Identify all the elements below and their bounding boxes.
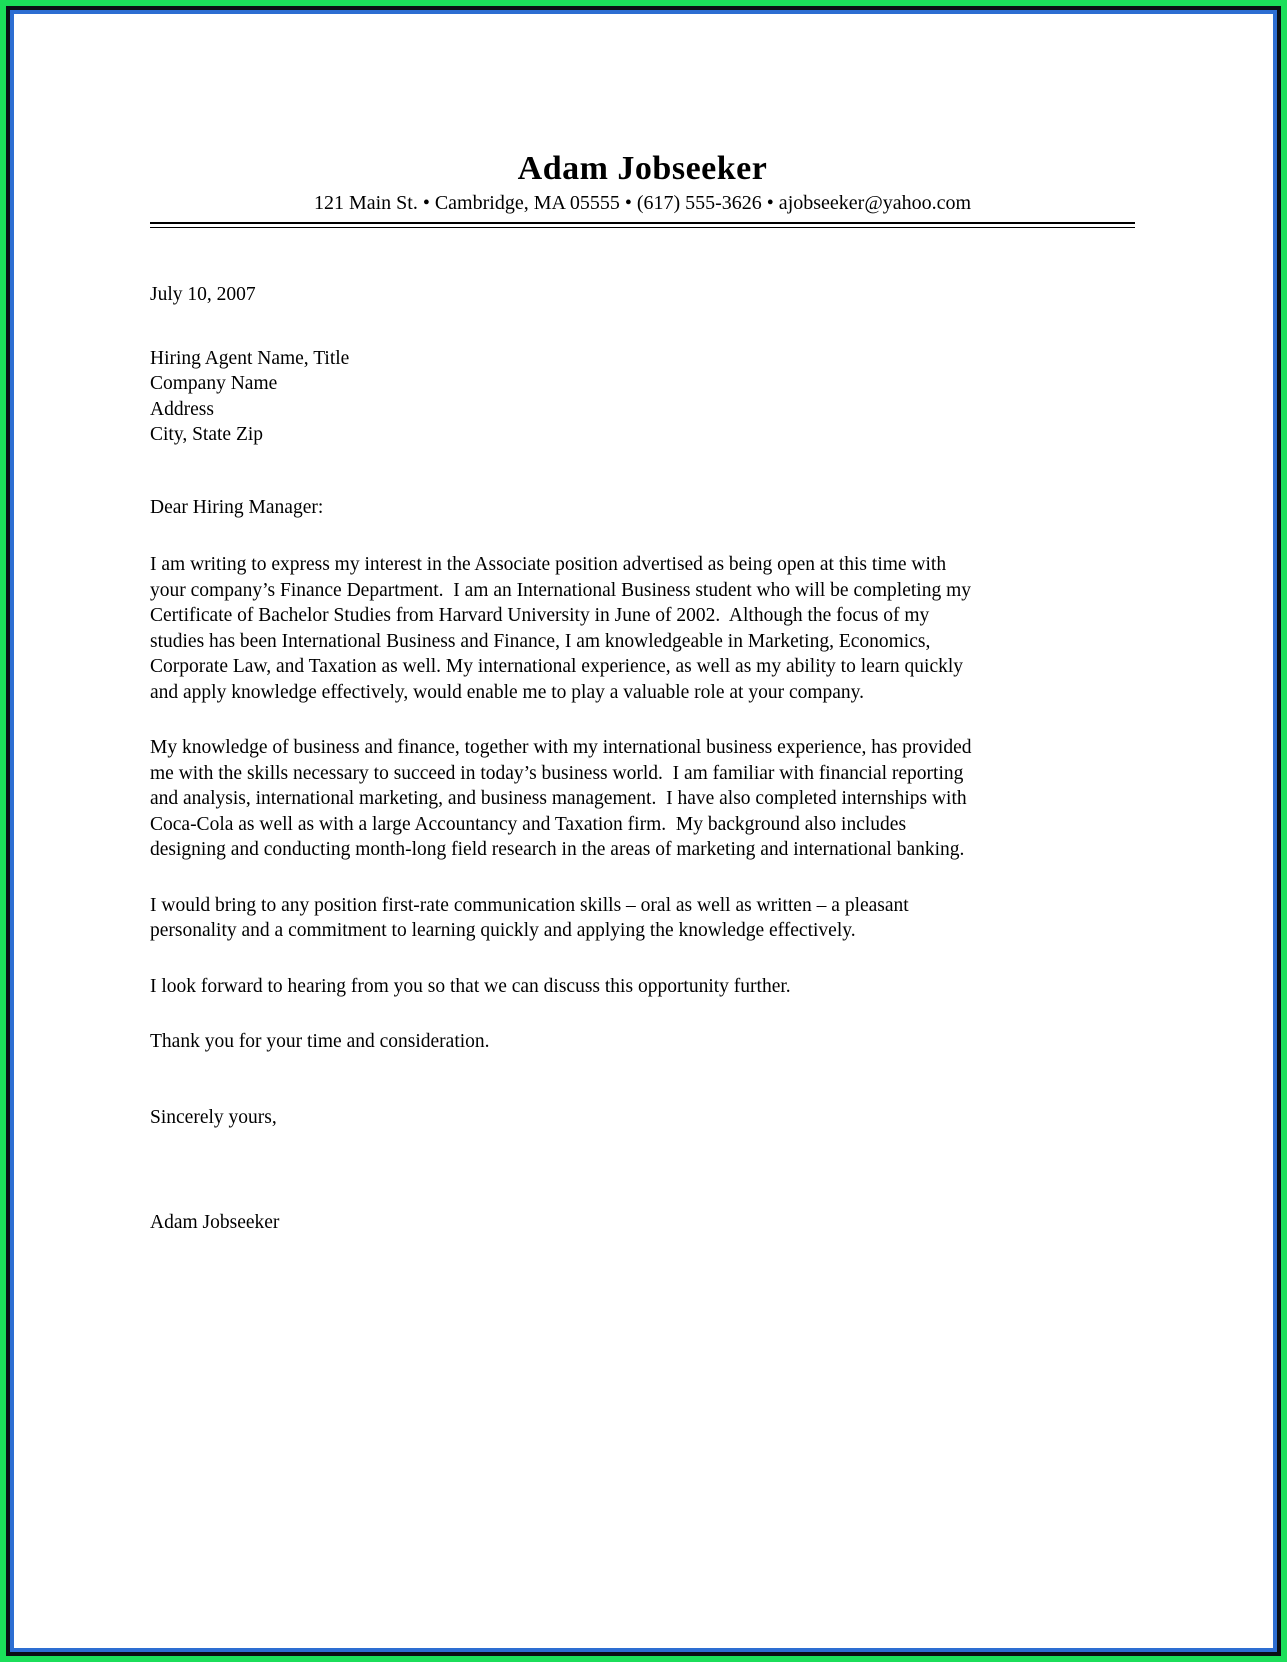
applicant-name: Adam Jobseeker xyxy=(517,150,768,187)
body-paragraph xyxy=(150,552,1135,705)
paragraph-line: Certificate of Bachelor Studies from Harvard University in June of 2002. Although the focus of my xyxy=(150,605,930,627)
paragraph-line: and analysis, international marketing, and business management. I have also completed internships with xyxy=(150,788,967,810)
signature-name: Adam Jobseeker xyxy=(150,1212,280,1234)
salutation: Dear Hiring Manager: xyxy=(150,496,324,518)
paragraph-line: your company’s Finance Department. I am an International Business student who will be completing my xyxy=(150,579,971,601)
closing-phrase: Sincerely yours, xyxy=(150,1106,277,1128)
letter-page xyxy=(14,14,1273,1648)
paragraph-line: Corporate Law, and Taxation as well. My international experience, as well as my ability to learn quickly xyxy=(150,656,964,678)
page-border-blue xyxy=(10,10,1277,1652)
paragraph-line: me with the skills necessary to succeed in today’s business world. I am familiar with financial reporting xyxy=(150,762,964,784)
letter-header xyxy=(150,150,1135,216)
page-border-dark xyxy=(6,6,1281,1656)
recipient-address-block xyxy=(150,346,1135,448)
contact-line: 121 Main St. • Cambridge, MA 05555 • (617) 555-3626 • ajobseeker@yahoo.com xyxy=(313,192,972,215)
paragraphs-section xyxy=(150,552,1135,1055)
recipient-line: Company Name xyxy=(150,373,278,395)
paragraph-line: I am writing to express my interest in the Associate position advertised as being open at this time with xyxy=(150,554,947,576)
paragraph-line: My knowledge of business and finance, together with my international business experience, has provided xyxy=(150,737,972,759)
paragraph-line: studies has been International Business and Finance, I am knowledgeable in Marketing, Economics, xyxy=(150,630,931,652)
date-line: July 10, 2007 xyxy=(150,284,256,306)
paragraph-line: Thank you for your time and consideration. xyxy=(150,1031,490,1053)
body-paragraph xyxy=(150,1029,1135,1055)
paragraph-line: designing and conducting month-long field research in the areas of marketing and international banking. xyxy=(150,839,965,861)
body-paragraph xyxy=(150,735,1135,863)
recipient-line: Hiring Agent Name, Title xyxy=(150,347,350,369)
body-paragraph xyxy=(150,893,1135,944)
recipient-line: City, State Zip xyxy=(150,424,264,446)
body-paragraph xyxy=(150,974,1135,1000)
header-divider-rule xyxy=(150,222,1135,228)
paragraph-line: I would bring to any position first-rate communication skills – oral as well as written – a pleasant xyxy=(150,894,909,916)
letter-body xyxy=(150,282,1135,1236)
paragraph-line: personality and a commitment to learning quickly and applying the knowledge effectively. xyxy=(150,920,856,942)
paragraph-line: I look forward to hearing from you so that we can discuss this opportunity further. xyxy=(150,975,791,997)
paragraph-line: and apply knowledge effectively, would enable me to play a valuable role at your company. xyxy=(150,681,865,703)
paragraph-line: Coca-Cola as well as with a large Accountancy and Taxation firm. My background also includes xyxy=(150,813,907,835)
recipient-line: Address xyxy=(150,398,214,420)
